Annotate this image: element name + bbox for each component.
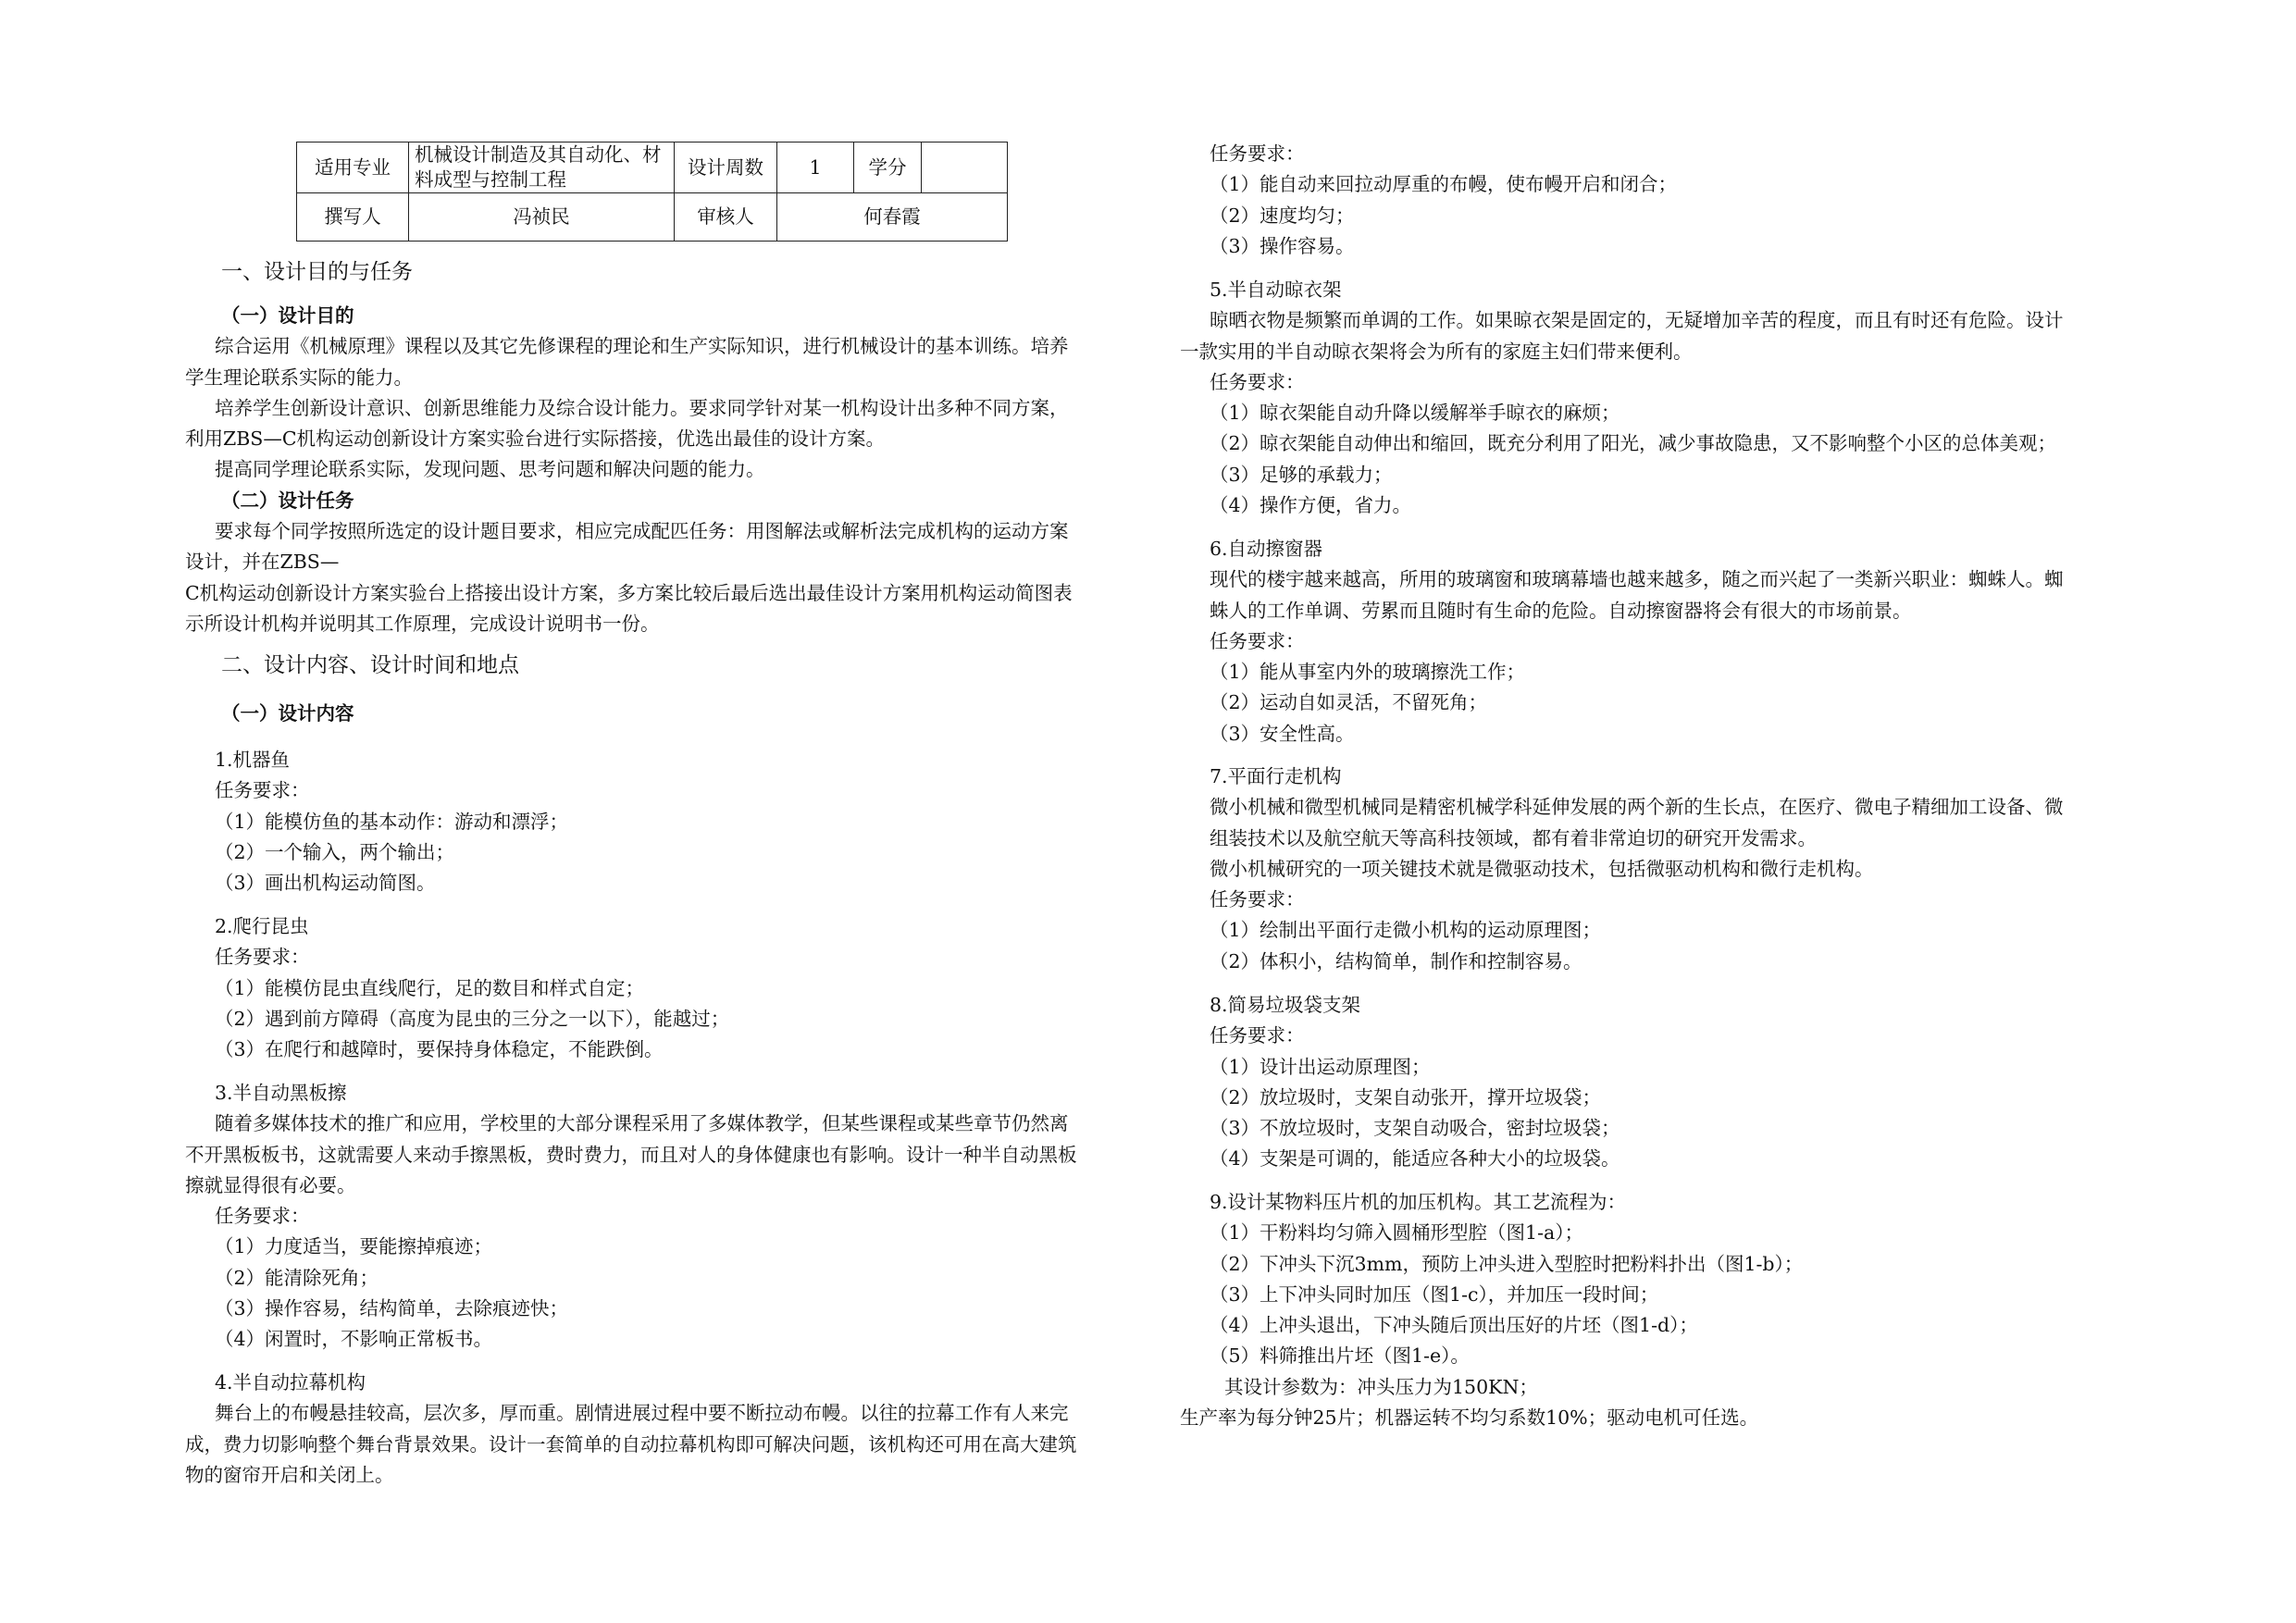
label-author: 撰写人 <box>297 193 409 242</box>
list-item: （1）晾衣架能自动升降以缓解举手晾衣的麻烦； <box>1210 402 1620 425</box>
task-5 <box>1180 275 2105 521</box>
list-item: （2）晾衣架能自动伸出和缩回，既充分利用了阳光，减少事故隐患，又不影响整个小区的总体美观； <box>1210 432 2057 455</box>
task-title: 8.简易垃圾袋支架 <box>1210 994 1361 1016</box>
label-reviewer: 审核人 <box>675 193 777 242</box>
list-item: （2）遇到前方障碍（高度为昆虫的三分之一以下），能越过； <box>215 1007 730 1030</box>
paragraph-line: 舞台上的布幔悬挂较高，层次多，厚而重。剧情进展过程中要不断拉动布幔。以往的拉幕工作有人来完 <box>215 1402 1069 1425</box>
paragraph-line: 不开黑板板书，这就需要人来动手擦黑板，费时费力，而且对人的身体健康也有影响。设计一种半自动黑板 <box>185 1143 1077 1166</box>
table-row <box>297 142 1008 193</box>
paragraph-line: 学生理论联系实际的能力。 <box>185 365 413 389</box>
label-credits: 学分 <box>854 142 922 193</box>
task-title: 3.半自动黑板擦 <box>215 1082 347 1104</box>
task-requirements-label: 任务要求： <box>215 1205 310 1228</box>
list-item: （4）闲置时，不影响正常板书。 <box>215 1328 493 1351</box>
section-2a <box>215 699 1140 729</box>
label-major: 适用专业 <box>297 142 409 193</box>
section-heading: 二、设计内容、设计时间和地点 <box>221 653 519 677</box>
value-reviewer: 何春霞 <box>777 193 1008 242</box>
task-9 <box>1180 1187 2105 1433</box>
task-requirements-label: 任务要求： <box>1210 142 1305 165</box>
list-item: （3）操作容易，结构简单，去除痕迹快； <box>215 1297 569 1320</box>
list-item: （1）能从事室内外的玻璃擦洗工作； <box>1210 661 1526 684</box>
major-text: 机械设计制造及其自动化、材料成型与控制工程 <box>415 143 662 191</box>
section-heading: 一、设计目的与任务 <box>221 260 413 284</box>
list-item: （1）力度适当，要能擦掉痕迹； <box>215 1235 493 1258</box>
task-requirements-label: 任务要求： <box>215 779 310 802</box>
value-author: 冯祯民 <box>409 193 675 242</box>
list-item: （2）放垃圾时，支架自动张开，撑开垃圾袋； <box>1210 1085 1602 1109</box>
task-requirements-label: 任务要求： <box>1210 370 1305 393</box>
task-requirements-label: 任务要求： <box>215 946 310 969</box>
list-item: （1）能自动来回拉动厚重的布幔，使布幔开启和闭合； <box>1210 173 1678 196</box>
list-item: （1）能模仿昆虫直线爬行，足的数目和样式自定； <box>215 976 645 999</box>
paragraph-line: 蛛人的工作单调、劳累而且随时有生命的危险。自动擦窗器将会有很大的市场前景。 <box>1210 599 1912 622</box>
paragraph-line: 组装技术以及航空航天等高科技领域，都有着非常迫切的研究开发需求。 <box>1210 826 1817 849</box>
task-requirements-label: 任务要求： <box>1210 629 1305 652</box>
paragraph-line: 随着多媒体技术的推广和应用，学校里的大部分课程采用了多媒体教学，但某些课程或某些章节仍然离 <box>215 1112 1069 1135</box>
label-weeks: 设计周数 <box>675 142 777 193</box>
paragraph-line: 晾晒衣物是频繁而单调的工作。如果晾衣架是固定的，无疑增加辛苦的程度，而且有时还有危险。设计 <box>1210 309 2064 332</box>
paragraph-line: 要求每个同学按照所选定的设计题目要求，相应完成配匹任务：用图解法或解析法完成机构的运动方案 <box>215 520 1069 543</box>
list-item: （2）能清除死角； <box>215 1266 379 1289</box>
paragraph-line: 微小机械研究的一项关键技术就是微驱动技术，包括微驱动机构和微行走机构。 <box>1210 857 1874 880</box>
section-1 <box>215 257 1140 288</box>
task-title: 7.平面行走机构 <box>1210 765 1342 787</box>
task-3 <box>185 1078 1140 1356</box>
task-4 <box>185 1368 1140 1491</box>
course-info-table <box>296 142 1008 242</box>
paragraph-line: 示所设计机构并说明其工作原理，完成设计说明书一份。 <box>185 612 660 635</box>
task-4-continued <box>1180 139 2105 262</box>
list-item: （2）速度均匀； <box>1210 204 1355 227</box>
list-item: （2）下冲头下沉3mm，预防上冲头进入型腔时把粉料扑出（图1-b）； <box>1210 1252 1804 1275</box>
table-row <box>297 193 1008 242</box>
list-item: （1）绘制出平面行走微小机构的运动原理图； <box>1210 919 1602 942</box>
paragraph-line: 设计，并在ZBS— <box>185 551 340 574</box>
paragraph-line: 现代的楼宇越来越高，所用的玻璃窗和玻璃幕墙也越来越多，随之而兴起了一类新兴职业：蜘蛛人。蜘 <box>1210 568 2064 591</box>
task-requirements-label: 任务要求： <box>1210 1024 1305 1047</box>
paragraph-line: 擦就显得很有必要。 <box>185 1173 356 1196</box>
task-title: 5.半自动晾衣架 <box>1210 279 1342 301</box>
task-title: 9.设计某物料压片机的加压机构。其工艺流程为： <box>1210 1191 1627 1213</box>
paragraph-line: 培养学生创新设计意识、创新思维能力及综合设计能力。要求同学针对某一机构设计出多种不同方案， <box>215 396 1069 419</box>
list-item: （4）上冲头退出，下冲头随后顶出压好的片坯（图1-d）； <box>1210 1314 1698 1337</box>
paragraph-line: 生产率为每分钟25片；机器运转不均匀系数10%；驱动电机可任选。 <box>1180 1406 1759 1430</box>
paragraph-line: 微小机械和微型机械同是精密机械学科延伸发展的两个新的生长点，在医疗、微电子精细加工设备、微 <box>1210 796 2064 819</box>
list-item: （3）操作容易。 <box>1210 234 1355 257</box>
paragraph-line: C机构运动创新设计方案实验台上搭接出设计方案，多方案比较后最后选出最佳设计方案用机构运动简图表 <box>185 581 1073 604</box>
list-item: （3）上下冲头同时加压（图1-c），并加压一段时间； <box>1210 1282 1659 1306</box>
task-title: 2.爬行昆虫 <box>215 915 309 937</box>
paragraph-line: 物的窗帘开启和关闭上。 <box>185 1463 394 1486</box>
task-requirements-label: 任务要求： <box>1210 888 1305 911</box>
task-1 <box>215 745 1140 898</box>
list-item: （2）体积小，结构简单，制作和控制容易。 <box>1210 949 1582 973</box>
section-2 <box>215 650 1140 681</box>
paragraph-line: 利用ZBS—C机构运动创新设计方案实验台进行实际搭接，优选出最佳的设计方案。 <box>185 427 886 451</box>
list-item: （4）操作方便，省力。 <box>1210 494 1412 517</box>
value-credits <box>922 142 1008 193</box>
section-1a <box>185 301 1140 639</box>
value-major <box>409 142 675 193</box>
subsection-heading: （一）设计内容 <box>221 702 354 725</box>
list-item: （4）支架是可调的，能适应各种大小的垃圾袋。 <box>1210 1147 1620 1171</box>
paragraph-line: 其设计参数为：冲头压力为150KN； <box>1224 1375 1538 1398</box>
list-item: （2）运动自如灵活，不留死角； <box>1210 691 1488 714</box>
task-2 <box>215 911 1140 1065</box>
task-7 <box>1180 762 2105 977</box>
list-item: （3）画出机构运动简图。 <box>215 872 436 895</box>
task-title: 4.半自动拉幕机构 <box>215 1371 366 1394</box>
list-item: （1）能模仿鱼的基本动作：游动和漂浮； <box>215 810 569 833</box>
task-6 <box>1180 534 2105 750</box>
task-8 <box>1180 990 2105 1175</box>
paragraph-line: 一款实用的半自动晾衣架将会为所有的家庭主妇们带来便利。 <box>1180 340 1693 363</box>
paragraph-line: 提高同学理论联系实际，发现问题、思考问题和解决问题的能力。 <box>215 458 765 481</box>
list-item: （3）不放垃圾时，支架自动吸合，密封垃圾袋； <box>1210 1117 1620 1140</box>
list-item: （3）足够的承载力； <box>1210 463 1393 486</box>
list-item: （2）一个输入，两个输出； <box>215 840 455 863</box>
list-item: （1）设计出运动原理图； <box>1210 1055 1431 1078</box>
subsection-heading: （一）设计目的 <box>221 304 354 327</box>
task-title: 6.自动擦窗器 <box>1210 538 1323 560</box>
task-title: 1.机器鱼 <box>215 749 291 771</box>
list-item: （1）干粉料均匀筛入圆桶形型腔（图1-a）； <box>1210 1221 1583 1245</box>
value-weeks: 1 <box>777 142 854 193</box>
list-item: （3）在爬行和越障时，要保持身体稳定，不能跌倒。 <box>215 1038 664 1061</box>
paragraph-line: 成，费力切影响整个舞台背景效果。设计一套简单的自动拉幕机构即可解决问题，该机构还可用在高大建筑 <box>185 1432 1077 1456</box>
list-item: （3）安全性高。 <box>1210 722 1355 745</box>
paragraph-line: 综合运用《机械原理》课程以及其它先修课程的理论和生产实际知识，进行机械设计的基本训练。培养 <box>215 335 1069 358</box>
list-item: （5）料筛推出片坯（图1-e）。 <box>1210 1344 1470 1368</box>
subsection-heading: （二）设计任务 <box>221 489 354 512</box>
